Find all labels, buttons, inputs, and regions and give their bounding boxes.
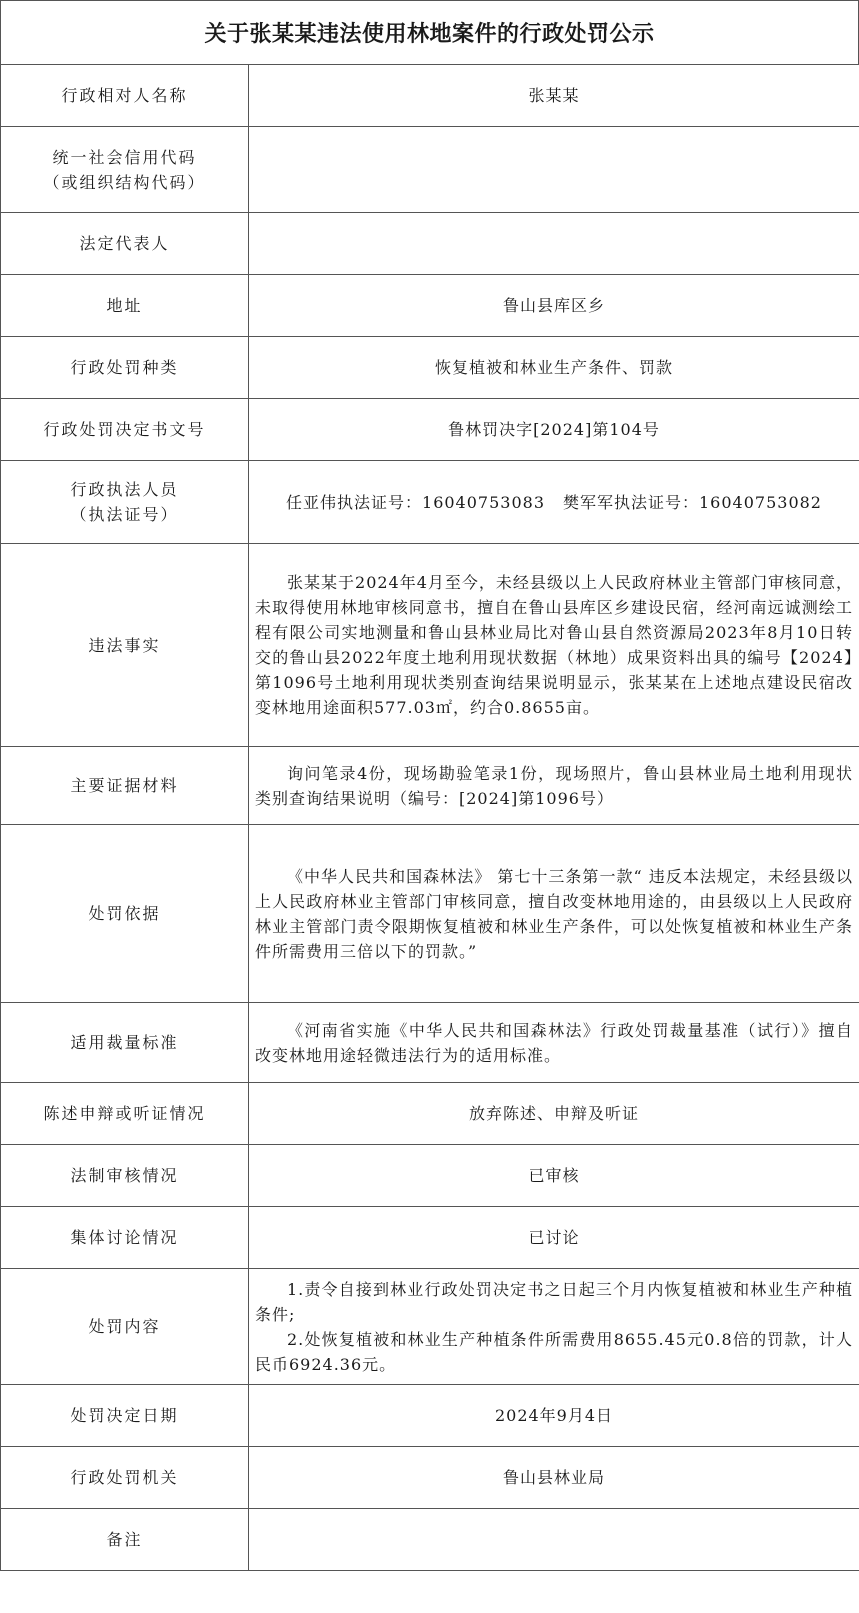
table-row <box>1 275 859 337</box>
row-label <box>1 127 249 213</box>
statement-hearing: 放弃陈述、申辩及听证 <box>249 1083 859 1145</box>
table-row <box>1 399 859 461</box>
penalty-type: 恢复植被和林业生产条件、罚款 <box>249 337 859 399</box>
row-label <box>1 461 249 544</box>
row-label: 处罚依据 <box>1 825 249 1003</box>
credit-code <box>249 127 859 213</box>
row-label: 陈述申辩或听证情况 <box>1 1083 249 1145</box>
row-label: 处罚决定日期 <box>1 1385 249 1447</box>
row-label: 地址 <box>1 275 249 337</box>
table-row <box>1 337 859 399</box>
penalty-item: 2.处恢复植被和林业生产种植条件所需费用8655.45元0.8倍的罚款，计人民币6924.36元。 <box>255 1329 853 1374</box>
collective-discussion: 已讨论 <box>249 1207 859 1269</box>
table-row <box>1 747 859 825</box>
legal-review: 已审核 <box>249 1145 859 1207</box>
row-label: 行政处罚种类 <box>1 337 249 399</box>
row-label: 适用裁量标准 <box>1 1003 249 1083</box>
table-row <box>1 1385 859 1447</box>
officer-entry: 樊军军执法证号：16040753082 <box>563 492 822 512</box>
row-label-line: （或组织结构代码） <box>43 172 206 192</box>
table-row <box>1 544 859 747</box>
row-label: 处罚内容 <box>1 1269 249 1385</box>
row-label: 法制审核情况 <box>1 1145 249 1207</box>
officer-entry: 任亚伟执法证号：16040753083 <box>286 492 545 512</box>
row-label: 集体讨论情况 <box>1 1207 249 1269</box>
row-label: 备注 <box>1 1509 249 1571</box>
penalty-info-table <box>0 64 859 1571</box>
discretion-standard <box>249 1003 859 1083</box>
address: 鲁山县库区乡 <box>249 275 859 337</box>
penalty-item: 1.责令自接到林业行政处罚决定书之日起三个月内恢复植被和林业生产种植条件; <box>255 1279 853 1324</box>
table-row <box>1 213 859 275</box>
table-row <box>1 1207 859 1269</box>
row-label: 行政相对人名称 <box>1 65 249 127</box>
table-row <box>1 1145 859 1207</box>
table-row <box>1 1447 859 1509</box>
table-row <box>1 1269 859 1385</box>
row-label: 行政处罚决定书文号 <box>1 399 249 461</box>
decision-date: 2024年9月4日 <box>249 1385 859 1447</box>
table-row <box>1 461 859 544</box>
table-row <box>1 825 859 1003</box>
legal-representative <box>249 213 859 275</box>
penalty-basis-text: 《中华人民共和国森林法》 第七十三条第一款“ 违反本法规定，未经县级以上人民政府林业主管部门审核同意，擅自改变林地用途的，由县级以上人民政府林业主管部门责令限期恢复植被和林业生产条件，可以处恢复植被和林业生产条件所需费用三倍以下的罚款。” <box>255 866 853 961</box>
table-row <box>1 65 859 127</box>
penalty-content <box>249 1269 859 1385</box>
violation-facts <box>249 544 859 747</box>
penalty-authority: 鲁山县林业局 <box>249 1447 859 1509</box>
enforcement-officers <box>249 461 859 544</box>
violation-facts-text: 张某某于2024年4月至今，未经县级以上人民政府林业主管部门审核同意，未取得使用林地审核同意书，擅自在鲁山县库区乡建设民宿，经河南远诚测绘工程有限公司实地测量和鲁山县林业局比对鲁山县自然资源局2023年8月10日转交的鲁山县2022年度土地利用现状数据（林地）成果资料出具的编号【2024】第1096号土地利用现状类别查询结果说明显示，张某某在上述地点建设民宿改变林地用途面积577.03㎡，约合0.8655亩。 <box>255 573 853 717</box>
row-label: 主要证据材料 <box>1 747 249 825</box>
table-row <box>1 1509 859 1571</box>
row-label: 法定代表人 <box>1 213 249 275</box>
evidence-materials <box>249 747 859 825</box>
discretion-standard-text: 《河南省实施《中华人民共和国森林法》行政处罚裁量基准（试行）》擅自改变林地用途轻微违法行为的适用标准。 <box>255 1020 853 1065</box>
table-row <box>1 1083 859 1145</box>
table-row <box>1 1003 859 1083</box>
remarks <box>249 1509 859 1571</box>
row-label: 行政处罚机关 <box>1 1447 249 1509</box>
decision-number: 鲁林罚决字[2024]第104号 <box>249 399 859 461</box>
penalty-basis <box>249 825 859 1003</box>
document-title: 关于张某某违法使用林地案件的行政处罚公示 <box>0 0 859 64</box>
table-row <box>1 127 859 213</box>
row-label: 违法事实 <box>1 544 249 747</box>
row-label-line: （执法证号） <box>70 505 179 524</box>
evidence-text: 询问笔录4份，现场勘验笔录1份，现场照片，鲁山县林业局土地利用现状类别查询结果说明（编号：[2024]第1096号） <box>255 763 853 808</box>
row-label-line: 统一社会信用代码 <box>52 147 197 167</box>
row-label-line: 行政执法人员 <box>70 480 179 499</box>
party-name: 张某某 <box>249 65 859 127</box>
